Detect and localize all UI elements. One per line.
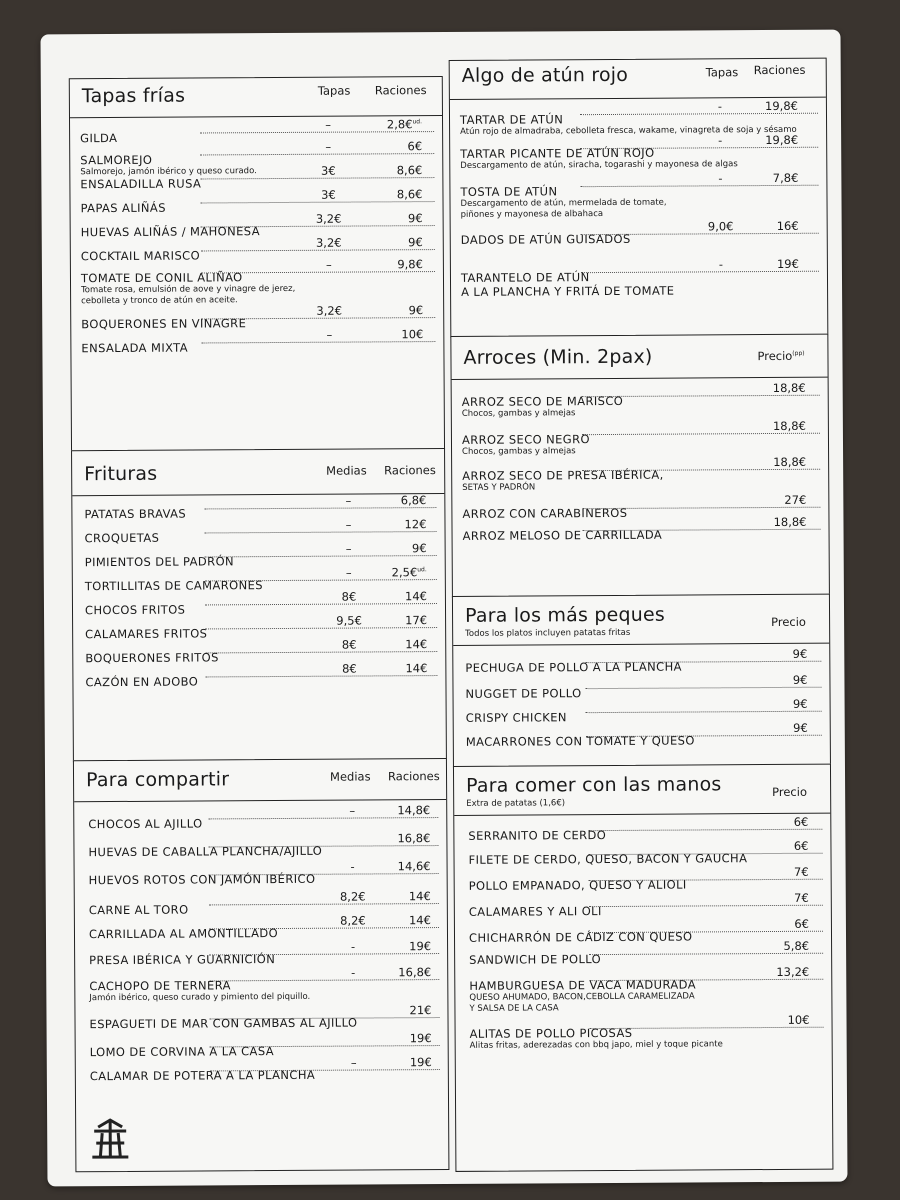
dotted-leader — [200, 177, 434, 179]
item-name: HAMBURGUESA DE VACA MADURADA — [469, 977, 697, 993]
price-small: 3,2€ — [315, 211, 342, 226]
item-name: ENSALADA MIXTA — [81, 340, 189, 356]
column-header-tapas: Tapas — [317, 83, 351, 98]
dotted-leader — [209, 903, 439, 905]
price-small: - — [717, 99, 723, 114]
price-small: - — [718, 133, 723, 148]
price-value: 6,8€ — [400, 493, 427, 508]
dotted-leader — [201, 341, 435, 343]
price-large — [765, 133, 798, 147]
item-name: BOQUERONES EN VINAGRE — [81, 316, 247, 332]
section-title: Para compartir — [85, 768, 230, 792]
price-large — [397, 257, 423, 271]
price-unit: ud. — [417, 566, 427, 574]
price-large — [405, 613, 427, 627]
dotted-leader — [588, 829, 822, 831]
dotted-leader — [205, 651, 437, 653]
price: 7€ — [793, 864, 809, 879]
price-value: 6€ — [407, 139, 423, 154]
column-header-raciones: Raciones — [384, 463, 436, 478]
price-value: 10€ — [401, 327, 424, 342]
section-frituras — [71, 448, 447, 762]
price-value: 16,8€ — [398, 965, 432, 980]
item-name: POLLO EMPANADO, QUESO Y ALIOLI — [468, 877, 687, 893]
price-value: 14€ — [408, 913, 431, 928]
price-small: - — [718, 257, 724, 272]
item-name: CAZÓN EN ADOBO — [85, 674, 199, 690]
price-large — [397, 187, 423, 201]
price-large — [397, 803, 430, 817]
price-small: – — [345, 541, 352, 556]
price-small: – — [326, 327, 333, 342]
item-name: PATATAS BRAVAS — [84, 506, 187, 522]
dotted-leader — [580, 185, 818, 187]
item-description: Descargamento de atún, siracha, togarashi y mayonesa de algas — [460, 159, 738, 171]
section-title: Arroces (Min. 2pax) — [463, 345, 653, 369]
dotted-leader — [582, 433, 820, 435]
item-name: MACARRONES CON TOMATE Y QUESO — [465, 733, 695, 749]
price-large — [405, 637, 427, 651]
dotted-leader — [200, 153, 434, 155]
item-name: HUEVAS ALIÑÁS / MAHONESA — [80, 224, 260, 240]
price-large — [410, 1031, 432, 1045]
item-name: TORTILLITAS DE CAMARONES — [84, 578, 263, 594]
dotted-leader — [205, 555, 437, 557]
price-value: 9€ — [408, 235, 423, 250]
price-value: 9€ — [407, 211, 423, 226]
section-title: Para los más peques — [464, 603, 666, 627]
price-small: – — [350, 1055, 357, 1070]
item-description: Atún rojo de almadraba, cebolleta fresca, wakame, vinagreta de soja y sésamo — [460, 124, 797, 137]
column-header-raciones: Raciones — [753, 62, 806, 78]
item-name: FILETE DE CERDO, QUESO, BACON Y GAUCHA — [468, 851, 748, 867]
section-header — [450, 59, 826, 100]
section-title: Algo de atún rojo — [461, 63, 629, 87]
price-large — [392, 565, 427, 579]
item-name: CALAMARES FRITOS — [85, 626, 208, 642]
price-small: – — [325, 139, 332, 154]
price: 27€ — [784, 492, 807, 507]
dotted-leader — [201, 249, 435, 251]
section-header — [451, 335, 827, 380]
price: 9€ — [793, 720, 808, 735]
price-large — [409, 913, 431, 927]
dotted-leader — [589, 905, 823, 907]
item-name: CARRILLADA AL AMONTILLADO — [88, 926, 279, 942]
price-small: 8,2€ — [340, 913, 366, 928]
price-large — [408, 303, 423, 317]
section-header — [70, 77, 442, 118]
price: 9€ — [792, 672, 808, 687]
price-small: 8€ — [341, 637, 357, 652]
item-name: TARTAR PICANTE DE ATÚN ROJO — [460, 145, 655, 161]
item-name: CACHOPO DE TERNERA — [89, 978, 231, 994]
price-value: 8,6€ — [396, 187, 423, 202]
section-tapas-frias — [69, 76, 445, 452]
dotted-leader — [205, 531, 437, 533]
column-header-medias: Medias — [329, 769, 371, 784]
item-name: HUEVAS DE CABALLA PLANCHA/AJILLO — [88, 843, 323, 860]
item-name: CROQUETAS — [84, 530, 160, 546]
dotted-leader — [586, 711, 822, 713]
price-value: 19€ — [409, 1031, 432, 1046]
tower-logo-icon — [90, 1117, 130, 1161]
price-small: 3,2€ — [315, 235, 342, 250]
item-name: CHOCOS AL AJILLO — [88, 816, 203, 832]
column-header-precio: Precio — [772, 784, 808, 799]
item-name: LOMO DE CORVINA A LA CASA — [89, 1044, 275, 1060]
item-name: PIMIENTOS DEL PADRÓN — [84, 554, 235, 570]
item-name: ESPAGUETI DE MAR CON GAMBAS AL AJILLO — [89, 1015, 358, 1032]
dotted-leader — [205, 675, 437, 677]
price: 9€ — [792, 646, 808, 661]
item-description: Descargamento de atún, mermelada de tomate, — [460, 197, 667, 209]
item-description: Chocos, gambas y almejas — [461, 408, 576, 419]
price: 6€ — [794, 916, 809, 931]
price: 18,8€ — [773, 454, 807, 469]
price-value: 9€ — [408, 303, 424, 318]
dotted-leader — [580, 113, 818, 115]
item-name: CALAMARES Y ALI OLI — [468, 904, 602, 919]
price-large — [398, 859, 431, 873]
section-peques — [452, 594, 831, 768]
item-description: Jamón ibérico, queso curado y pimiento del piquillo. — [89, 991, 311, 1004]
price-large — [409, 1003, 431, 1017]
dotted-leader — [201, 201, 435, 203]
price-small: – — [325, 117, 331, 132]
price-value: 19€ — [409, 1055, 432, 1070]
dotted-leader — [204, 507, 436, 509]
column-header-raciones: Raciones — [374, 83, 427, 98]
price-large — [410, 1055, 432, 1069]
price: 18,8€ — [773, 514, 807, 529]
price: 7€ — [794, 890, 809, 905]
price-value: 19,8€ — [765, 132, 799, 148]
price-small: 3€ — [321, 187, 336, 202]
column-header-medias: Medias — [326, 463, 367, 478]
item-name: ARROZ SECO DE PRESA IBÉRICA, — [462, 467, 664, 483]
price-large — [408, 211, 423, 225]
price-large — [407, 139, 422, 153]
price-small: 8,2€ — [339, 889, 366, 904]
item-name: PECHUGA DE POLLO A LA PLANCHA — [465, 659, 682, 675]
price-large — [765, 99, 798, 113]
price-value: 17€ — [405, 613, 428, 628]
price-small: – — [345, 493, 352, 508]
item-description: Salmorejo, jamón ibérico y queso curado. — [80, 166, 257, 178]
price: 9€ — [792, 696, 808, 711]
price-value: 14€ — [404, 589, 427, 604]
item-description: Chocos, gambas y almejas — [462, 446, 576, 457]
price-value: 16,8€ — [397, 831, 431, 846]
item-name: TOSTA DE ATÚN — [460, 184, 558, 199]
price: 13,2€ — [776, 964, 810, 979]
item-name: ENSALADILLA RUSA — [80, 176, 202, 192]
dotted-leader — [205, 627, 437, 629]
item-description: SETAS Y PADRÓN — [462, 482, 536, 493]
section-header — [72, 449, 444, 496]
section-title: Tapas frías — [81, 84, 186, 108]
price-large — [401, 327, 423, 341]
item-name: CALAMAR DE POTERA A LA PLANCHA — [89, 1067, 316, 1084]
item-name: CRISPY CHICKEN — [465, 710, 567, 725]
price-small: – — [349, 803, 356, 818]
precio-sup: (pp) — [792, 349, 805, 358]
price-value: 2,5€ — [391, 565, 418, 580]
dotted-leader — [209, 979, 439, 981]
column-header-precio: Precio — [771, 614, 806, 630]
item-name: HUEVOS ROTOS CON JAMÓN IBÉRICO — [88, 871, 316, 888]
price-large — [777, 257, 799, 271]
price-value: 19€ — [409, 939, 432, 954]
price-small: – — [345, 517, 352, 532]
price-large — [409, 889, 431, 903]
price-value: 14,8€ — [397, 803, 431, 818]
section-atun-rojo — [449, 58, 829, 338]
price-value: 7,8€ — [772, 170, 799, 185]
price-value: 19€ — [776, 256, 799, 271]
item-name: ARROZ SECO DE MARISCO — [461, 393, 624, 409]
precio-label: Precio — [757, 348, 793, 364]
dotted-leader — [581, 271, 819, 273]
dotted-leader — [589, 953, 823, 955]
item-name: CARNE AL TORO — [88, 902, 189, 918]
price-small: – — [325, 257, 332, 272]
price-small: 3,2€ — [316, 303, 343, 318]
section-header — [74, 759, 446, 802]
price-value: 19,8€ — [764, 98, 798, 114]
item-name: ARROZ SECO NEGRO — [461, 432, 590, 447]
price: 6€ — [793, 814, 809, 829]
item-name: ARROZ CON CARABINEROS — [462, 505, 628, 521]
price-small: 8€ — [342, 661, 357, 676]
price-large — [387, 117, 422, 131]
item-name: BOQUERONES FRITOS — [85, 650, 219, 666]
price-large — [405, 661, 427, 675]
column-header-precio — [757, 349, 804, 363]
section-comer-con-manos — [453, 764, 833, 1172]
item-description: Alitas fritas, aderezadas con bbq japo, miel y toque picante — [469, 1039, 723, 1051]
item-name: DADOS DE ATÚN GUISADOS — [460, 231, 631, 247]
price-small: - — [350, 859, 355, 874]
section-para-compartir — [73, 758, 450, 1172]
section-header — [454, 765, 830, 816]
price-value: 14€ — [405, 637, 428, 652]
price-small: – — [345, 565, 352, 580]
item-name: ARROZ MELOSO DE CARRILLADA — [462, 527, 663, 543]
price-large — [777, 219, 799, 233]
item-name: GILDA — [80, 130, 118, 146]
price-small: - — [350, 939, 356, 954]
dotted-leader — [208, 817, 438, 819]
price-small: 9,5€ — [336, 613, 362, 628]
column-header-tapas: Tapas — [705, 65, 739, 80]
price-small: 9,0€ — [707, 219, 734, 234]
item-name: CHICHARRÓN DE CÁDIZ CON QUESO — [468, 929, 693, 945]
price-large — [401, 493, 427, 507]
item-name-line2: A LA PLANCHA Y FRITÁ DE TOMATE — [461, 283, 675, 299]
item-description: Tomate rosa, emulsión de aove y vinagre de jerez, — [81, 283, 296, 296]
item-name: TOMATE DE CONIL ALIÑAO — [80, 270, 243, 286]
item-description-line2: piñones y mayonesa de albahaca — [460, 209, 604, 220]
section-subtitle: Todos los platos incluyen patatas fritas — [465, 627, 631, 639]
price: 6€ — [793, 838, 809, 853]
price-large — [773, 171, 799, 185]
price-large — [405, 589, 427, 603]
price-large — [408, 235, 423, 249]
price-unit: ud. — [412, 118, 423, 126]
price-value: 14,6€ — [397, 859, 431, 874]
price-small: - — [351, 965, 356, 980]
item-name: COCKTAIL MARISCO — [80, 248, 201, 264]
price-small: - — [718, 171, 723, 186]
item-name: PRESA IBÉRICA Y GUARNICIÓN — [89, 952, 276, 968]
price-large — [412, 541, 427, 555]
dotted-leader — [205, 603, 437, 605]
section-subtitle: Extra de patatas (1,6€) — [466, 798, 566, 809]
price-small: 3€ — [320, 163, 336, 178]
item-description-line2: cebolleta y tronco de atún en aceite. — [81, 295, 238, 307]
item-description: QUESO AHUMADO, BACON,CEBOLLA CARAMELIZADA — [469, 991, 695, 1003]
price-large — [409, 939, 431, 953]
item-name: CHOCOS FRITOS — [84, 602, 186, 618]
item-description-line2: Y SALSA DE LA CASA — [469, 1003, 559, 1014]
menu-sheet — [40, 30, 847, 1187]
price-large — [397, 163, 423, 177]
price-value: 8,6€ — [396, 163, 423, 178]
item-name: TARANTELO DE ATÚN — [460, 270, 590, 285]
price-large — [404, 517, 426, 531]
price-large — [398, 965, 431, 979]
section-header — [453, 595, 829, 646]
item-name: NUGGET DE POLLO — [465, 686, 582, 701]
price-small: 8€ — [341, 589, 357, 604]
price: 5,8€ — [783, 938, 810, 953]
item-name: ALITAS DE POLLO PICOSAS — [469, 1025, 633, 1041]
section-title: Para comer con las manos — [466, 773, 722, 797]
dotted-leader — [200, 131, 434, 133]
item-name: SANDWICH DE POLLO — [469, 952, 602, 967]
price: 18,8€ — [772, 418, 806, 433]
item-name: PAPAS ALIÑÁS — [80, 200, 166, 216]
price-value: 21€ — [409, 1003, 432, 1018]
price: 18,8€ — [772, 380, 806, 395]
item-name: SERRANITO DE CERDO — [468, 828, 607, 843]
item-name: SALMOREJO — [80, 152, 153, 168]
section-title: Frituras — [84, 462, 158, 486]
price-value: 9€ — [411, 541, 427, 556]
price-value: 14€ — [405, 661, 428, 676]
item-name: TARTAR DE ATÚN — [459, 112, 564, 127]
price-value: 2,8€ — [386, 117, 413, 132]
price-value: 14€ — [408, 889, 431, 904]
section-arroces — [450, 334, 830, 598]
price-large — [397, 831, 430, 845]
column-header-raciones: Raciones — [387, 769, 440, 784]
price-value: 9,8€ — [397, 257, 423, 272]
price-value: 16€ — [776, 218, 799, 233]
dotted-leader — [585, 687, 821, 689]
price: 10€ — [787, 1012, 810, 1027]
price-value: 12€ — [404, 517, 427, 532]
